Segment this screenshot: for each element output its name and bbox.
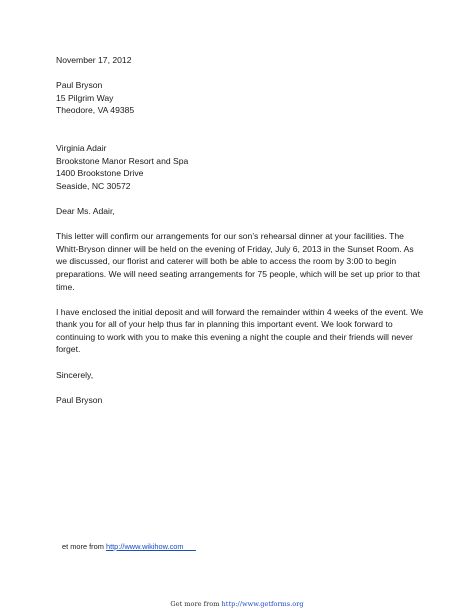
wikihow-link[interactable]: http://www.wikihow.com (105, 542, 184, 551)
closing (56, 369, 436, 382)
getforms-footer (0, 600, 474, 609)
wikihow-footer (62, 542, 196, 552)
letter-date (56, 54, 436, 67)
recipient-name: Virginia Adair (56, 142, 107, 153)
paragraph-line: forget. (56, 344, 81, 355)
recipient-street: 1400 Brookstone Drive (56, 168, 144, 179)
paragraph-line: we discussed, our florist and caterer will both be able to access the room by 3:00 to begin (56, 256, 397, 267)
paragraph-line: preparations. We will need seating arrangements for 75 people, which will be set up prior to that (56, 268, 420, 279)
paragraph-line: I have enclosed the initial deposit and will forward the remainder within 4 weeks of the event. We (56, 306, 424, 317)
getforms-footer-prefix: Get more from (170, 600, 222, 608)
sender-street: 15 Pilgrim Way (56, 92, 114, 103)
wikihow-footer-prefix: et more from (62, 542, 106, 551)
signature (56, 394, 436, 407)
recipient-city: Seaside, NC 30572 (56, 180, 131, 191)
paragraph-line: thank you for all of your help thus far in planning this important event. We look forward to (56, 319, 393, 330)
paragraph-line: This letter will confirm our arrangements for our son’s rehearsal dinner at your facilities. The (56, 231, 404, 242)
sender-city: Theodore, VA 49385 (56, 105, 135, 116)
signature-name: Paul Bryson (56, 394, 103, 405)
link-underline-spacer (184, 542, 196, 551)
recipient-address (56, 142, 436, 192)
paragraph-line: time. (56, 281, 75, 292)
salutation (56, 205, 436, 218)
paragraph-1 (56, 230, 436, 293)
getforms-link[interactable]: http://www.getforms.org (221, 600, 304, 608)
salutation-line: Dear Ms. Adair, (56, 205, 115, 216)
letter-body (56, 54, 436, 406)
sender-address (56, 79, 436, 117)
date-line: November 17, 2012 (56, 55, 132, 65)
paragraph-line: continuing to work with you to make this evening a night the couple and their friends will never (56, 331, 413, 342)
recipient-company: Brookstone Manor Resort and Spa (56, 155, 189, 166)
closing-line: Sincerely, (56, 369, 94, 380)
paragraph-2 (56, 306, 436, 356)
sender-name: Paul Bryson (56, 80, 103, 91)
paragraph-line: Whitt-Bryson dinner will be held on the evening of Friday, July 6, 2013 in the Sunset Room. As (56, 243, 414, 254)
